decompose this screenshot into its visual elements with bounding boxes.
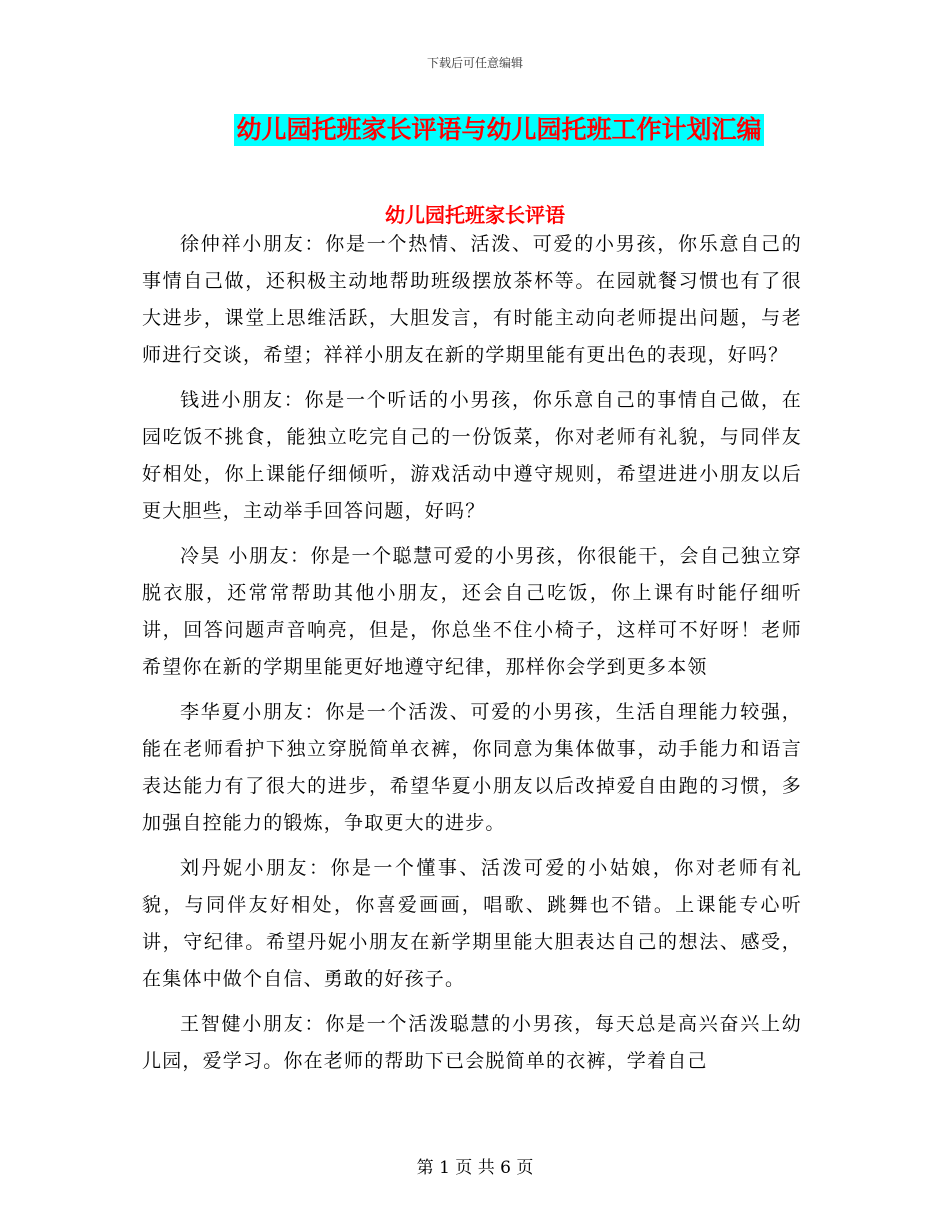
- paragraph: 钱进小朋友：你是一个听话的小男孩，你乐意自己的事情自己做，在园吃饭不挑食，能独立吃完自己的一份饭菜，你对老师有礼貌，与同伴友好相处，你上课能仔细倾听，游戏活动中遵守规则，希望进进小朋友以后更大胆些，主动举手回答问题，好吗？: [142, 389, 802, 522]
- section-title: 幼儿园托班家长评语: [385, 203, 565, 227]
- paragraph: 李华夏小朋友：你是一个活泼、可爱的小男孩，生活自理能力较强，能在老师看护下独立穿脱简单衣裤，你同意为集体做事，动手能力和语言表达能力有了很大的进步，希望华夏小朋友以后改掉爱自由跑的习惯，多加强自控能力的锻炼，争取更大的进步。: [142, 701, 802, 834]
- main-title-container: [0, 114, 950, 146]
- paragraph: 徐仲祥小朋友：你是一个热情、活泼、可爱的小男孩，你乐意自己的事情自己做，还积极主动地帮助班级摆放茶杯等。在园就餐习惯也有了很大进步，课堂上思维活跃，大胆发言，有时能主动向老师提出问题，与老师进行交谈，希望；祥祥小朋友在新的学期里能有更出色的表现，好吗？: [142, 233, 802, 366]
- paragraph: 王智健小朋友：你是一个活泼聪慧的小男孩，每天总是高兴奋兴上幼儿园，爱学习。你在老师的帮助下已会脱简单的衣裤，学着自己: [142, 1013, 802, 1072]
- paragraph: 刘丹妮小朋友：你是一个懂事、活泼可爱的小姑娘，你对老师有礼貌，与同伴友好相处，你喜爱画画，唱歌、跳舞也不错。上课能专心听讲，守纪律。希望丹妮小朋友在新学期里能大胆表达自己的想法、感受，在集体中做个自信、勇敢的好孩子。: [142, 857, 802, 990]
- page-number-footer: 第 1 页 共 6 页: [416, 1158, 534, 1178]
- document-body: [142, 226, 802, 1088]
- page-header-note: 下载后可任意编辑: [426, 56, 523, 70]
- paragraph: 冷昊 小朋友：你是一个聪慧可爱的小男孩，你很能干，会自己独立穿脱衣服，还常常帮助其他小朋友，还会自己吃饭，你上课有时能仔细听讲，回答问题声音响亮，但是，你总坐不住小椅子，这样可不好呀！老师希望你在新的学期里能更好地遵守纪律，那样你会学到更多本领: [142, 545, 802, 678]
- main-title: 幼儿园托班家长评语与幼儿园托班工作计划汇编: [236, 115, 762, 144]
